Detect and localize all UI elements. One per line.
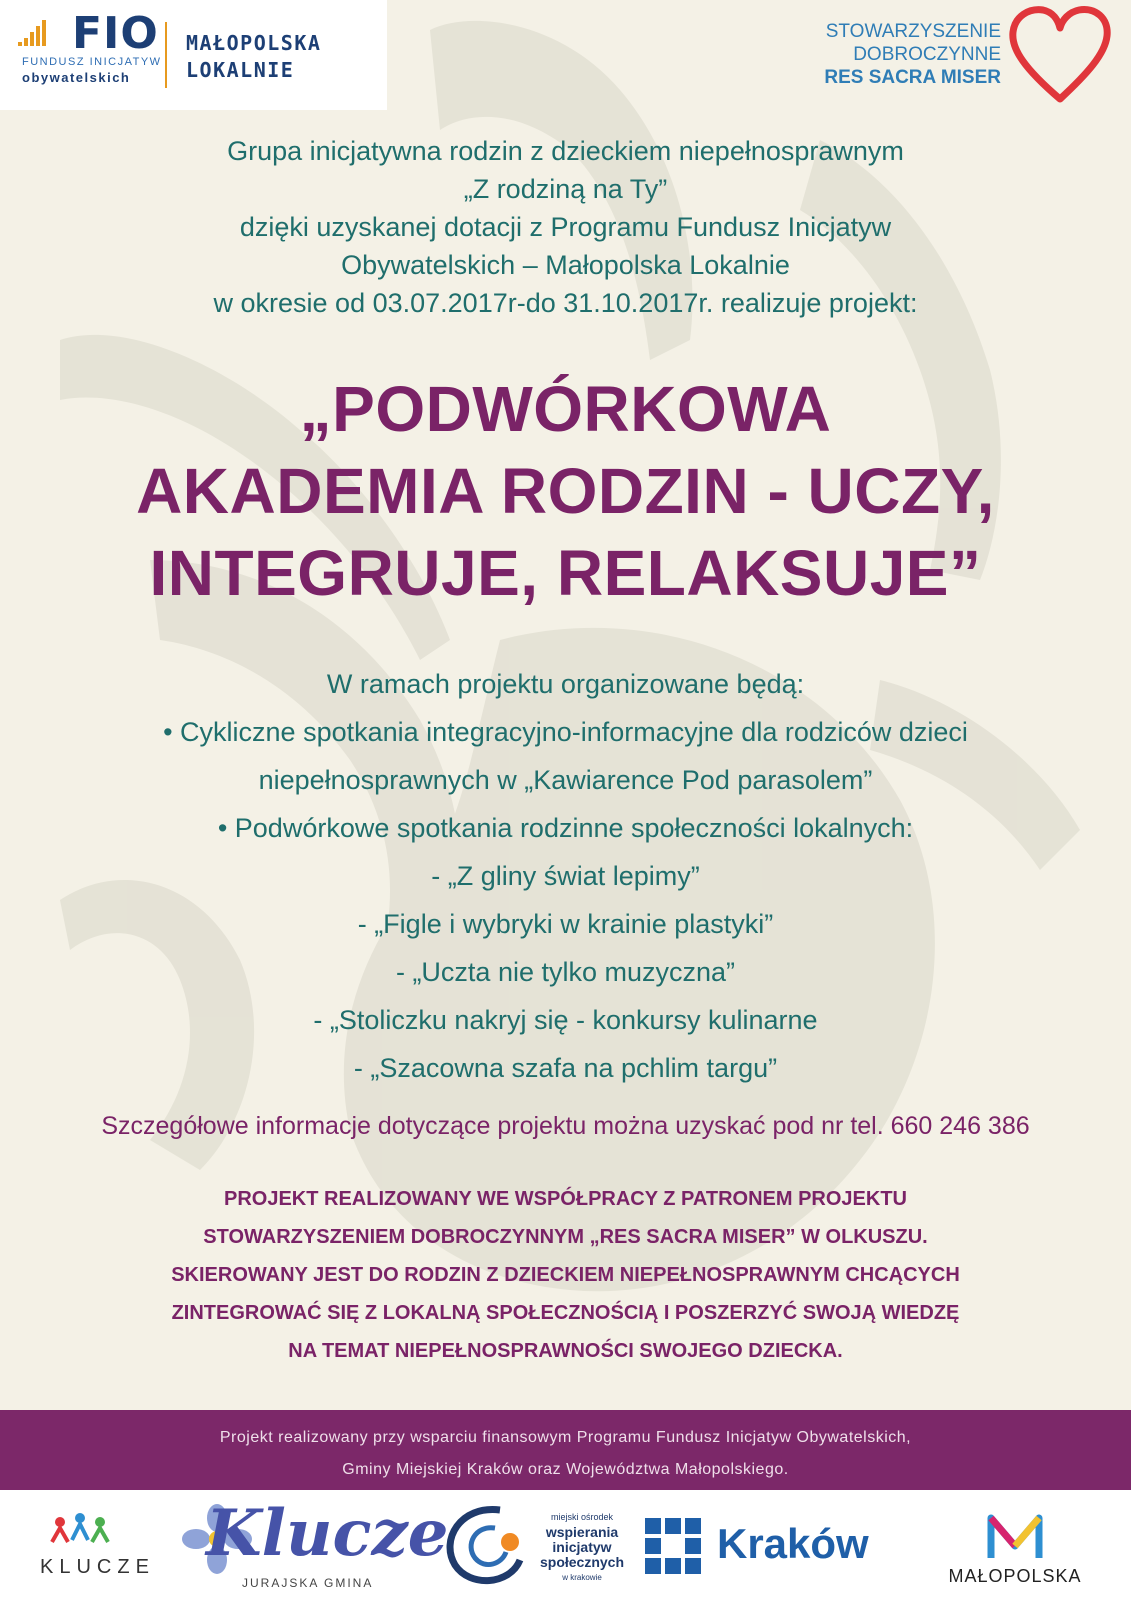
patron-line-2: DOBROCZYNNE bbox=[853, 44, 1001, 65]
funding-line: Gminy Miejskiej Kraków oraz Województwa Małopolskiego. bbox=[342, 1461, 789, 1478]
malopolska-m-icon bbox=[985, 1510, 1045, 1560]
wis-line: w krakowie bbox=[562, 1573, 602, 1582]
fio-logo-subtitle: FUNDUSZ INICJATYW bbox=[22, 56, 162, 68]
intro-line: Grupa inicjatywna rodzin z dzieckiem niepełnosprawnym bbox=[227, 136, 904, 166]
title-line: „PODWÓRKOWA bbox=[299, 373, 832, 445]
logo-divider bbox=[165, 22, 167, 88]
list-item: - „Figle i wybryki w krainie plastyki” bbox=[357, 909, 774, 939]
title-line: AKADEMIA RODZIN - UCZY, bbox=[136, 455, 995, 527]
intro-text bbox=[0, 132, 1131, 322]
klucze-big-subtitle: JURAJSKA GMINA bbox=[242, 1576, 374, 1590]
patron-line-3: RES SACRA MISER bbox=[824, 67, 1001, 88]
list-item: • Podwórkowe spotkania rodzinne społeczności lokalnych: bbox=[217, 813, 914, 843]
krakow-logo bbox=[645, 1518, 885, 1578]
intro-line: Obywatelskich – Małopolska Lokalnie bbox=[341, 250, 790, 280]
program-list bbox=[0, 660, 1131, 1092]
patron-line-1: STOWARZYSZENIE bbox=[825, 21, 1001, 42]
mlp-line-2: LOKALNIE bbox=[186, 58, 295, 82]
wis-text bbox=[532, 1510, 632, 1585]
klucze-commune-logo bbox=[30, 1512, 170, 1592]
list-item: - „Uczta nie tylko muzyczna” bbox=[395, 957, 736, 987]
intro-line: w okresie od 03.07.2017r-do 31.10.2017r. realizuje projekt: bbox=[213, 288, 918, 318]
fio-logo-text: FIO bbox=[72, 8, 159, 59]
intro-line: „Z rodziną na Ty” bbox=[463, 174, 668, 204]
contact-info: Szczegółowe informacje dotyczące projektu można uzyskać pod nr tel. 660 246 386 bbox=[101, 1112, 1030, 1140]
list-item: - „Z gliny świat lepimy” bbox=[431, 861, 700, 891]
malopolska-lokalnie-logo bbox=[186, 30, 321, 84]
funding-text bbox=[0, 1422, 1131, 1486]
krakow-text: Kraków bbox=[717, 1520, 869, 1567]
fio-logo-subtitle-2: obywatelskich bbox=[22, 70, 131, 85]
klucze-small-text: KLUCZE bbox=[40, 1556, 155, 1578]
program-heading: W ramach projektu organizowane będą: bbox=[326, 669, 805, 699]
list-item: niepełnosprawnych w „Kawiarence Pod parasolem” bbox=[258, 765, 873, 795]
funding-line: Projekt realizowany przy wsparciu finansowym Programu Fundusz Inicjatyw Obywatelskich, bbox=[219, 1429, 912, 1446]
title-line: INTEGRUJE, RELAKSUJE” bbox=[149, 537, 982, 609]
heart-icon bbox=[1005, 4, 1115, 106]
note-line: STOWARZYSZENIEM DOBROCZYNNYM „RES SACRA MISER” W OLKUSZU. bbox=[203, 1226, 928, 1248]
fio-bars-icon bbox=[18, 18, 52, 50]
patron-logo bbox=[824, 20, 1001, 89]
figures-icon bbox=[30, 1512, 130, 1556]
list-item: - „Stoliczku nakryj się - konkursy kulinarne bbox=[313, 1005, 818, 1035]
swirl-icon bbox=[440, 1500, 528, 1590]
klucze-big-text: Klucze bbox=[206, 1496, 449, 1571]
wis-line: inicjatyw bbox=[552, 1539, 612, 1555]
klucze-jurajska-logo bbox=[182, 1490, 449, 1600]
list-item: • Cykliczne spotkania integracyjno-informacyjne dla rodziców dzieci bbox=[163, 717, 968, 747]
krakow-grid-icon bbox=[645, 1518, 701, 1574]
malopolska-logo bbox=[930, 1510, 1100, 1595]
fio-logo-block bbox=[0, 0, 387, 110]
sponsor-logos bbox=[0, 1490, 1131, 1600]
wis-logo bbox=[440, 1500, 630, 1595]
list-item: - „Szacowna szafa na pchlim targu” bbox=[353, 1053, 778, 1083]
malopolska-text: MAŁOPOLSKA bbox=[948, 1566, 1082, 1586]
note-line: SKIEROWANY JEST DO RODZIN Z DZIECKIEM NIEPEŁNOSPRAWNYM CHCĄCYCH bbox=[171, 1264, 960, 1286]
mlp-line-1: MAŁOPOLSKA bbox=[186, 31, 322, 55]
wis-line: miejski ośrodek bbox=[550, 1512, 614, 1522]
note-line: ZINTEGROWAĆ SIĘ Z LOKALNĄ SPOŁECZNOŚCIĄ I POSZERZYĆ SWOJĄ WIEDZĘ bbox=[171, 1302, 960, 1324]
intro-line: dzięki uzyskanej dotacji z Programu Fundusz Inicjatyw bbox=[239, 212, 892, 242]
wis-line: społecznych bbox=[539, 1554, 625, 1570]
note-line: PROJEKT REALIZOWANY WE WSPÓŁPRACY Z PATRONEM PROJEKTU bbox=[223, 1188, 907, 1210]
wis-line: wspierania bbox=[545, 1524, 619, 1540]
note-line: NA TEMAT NIEPEŁNOSPRAWNOŚCI SWOJEGO DZIECKA. bbox=[288, 1340, 843, 1362]
partnership-note bbox=[0, 1180, 1131, 1370]
project-title bbox=[0, 368, 1131, 614]
